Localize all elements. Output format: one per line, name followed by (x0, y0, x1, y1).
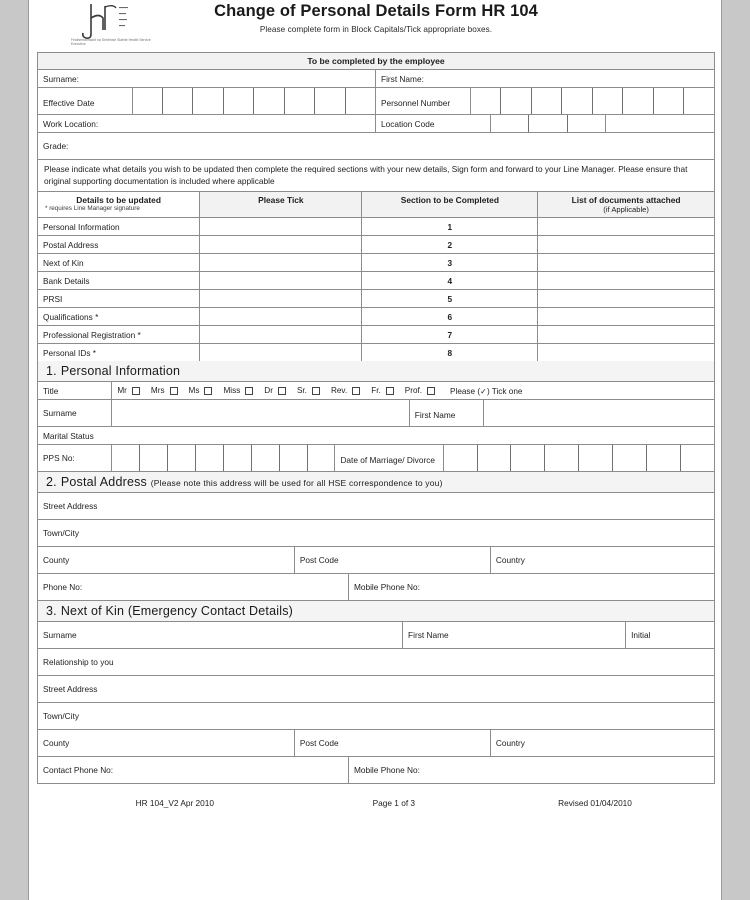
location-code-label-cell (376, 115, 491, 132)
char-box[interactable] (568, 115, 605, 132)
title-option[interactable] (117, 386, 140, 395)
title-option-label: Prof. (404, 386, 423, 396)
title-checkbox[interactable] (386, 387, 394, 395)
s3-town-label: Town/City (43, 711, 79, 722)
checklist-detail-cell: Bank Details (38, 272, 200, 289)
checklist-detail-cell: Professional Registration * (38, 326, 200, 343)
char-box[interactable] (224, 88, 254, 114)
s3-name-row (38, 622, 714, 649)
char-box[interactable] (308, 445, 335, 471)
checklist-documents-cell[interactable] (538, 254, 714, 271)
form-sheet (37, 0, 715, 808)
char-box[interactable] (168, 445, 196, 471)
checklist-row (38, 236, 714, 254)
s3-county-row (38, 730, 714, 757)
checklist-detail-cell: Personal IDs * (38, 344, 200, 361)
document-page (28, 0, 722, 900)
char-box[interactable] (140, 445, 168, 471)
title-option[interactable] (223, 386, 253, 395)
employee-band-header: To be completed by the employee (38, 53, 714, 70)
s1-surname-label: Surname (43, 408, 77, 419)
char-box[interactable] (280, 445, 308, 471)
grade-label: Grade: (43, 141, 69, 151)
title-options-cell (112, 382, 714, 399)
title-option[interactable] (151, 386, 178, 395)
checklist-tick-cell[interactable] (200, 326, 362, 343)
s1-name-row (38, 400, 714, 427)
char-box[interactable] (684, 88, 714, 114)
char-box[interactable] (681, 445, 714, 471)
effective-date-label: Effective Date (43, 98, 95, 108)
checklist-header-detail-label: Details to be updated (76, 195, 161, 206)
checklist-section-cell: 2 (362, 236, 538, 253)
first-name-label: First Name: (381, 73, 424, 84)
char-box[interactable] (501, 88, 532, 114)
effective-date-boxes[interactable] (133, 88, 376, 114)
s2-street-field[interactable] (38, 493, 714, 519)
checklist-documents-cell[interactable] (538, 272, 714, 289)
title-option-label: Mr (117, 386, 127, 396)
checklist-header-documents-label: List of documents attached (571, 195, 681, 206)
marriage-label: Date of Marriage/ Divorce (340, 455, 435, 466)
s2-phone-row (38, 574, 714, 601)
location-code-label: Location Code (381, 118, 435, 129)
char-box[interactable] (196, 445, 224, 471)
title-label: Title (43, 385, 59, 396)
checklist-row (38, 344, 714, 361)
char-box[interactable] (511, 445, 545, 471)
footer-form-ref: HR 104_V2 Apr 2010 (135, 798, 215, 809)
checklist-header-documents (538, 192, 714, 217)
char-box[interactable] (285, 88, 315, 114)
char-box[interactable] (112, 445, 140, 471)
checklist-section-cell: 5 (362, 290, 538, 307)
char-box[interactable] (579, 445, 613, 471)
s1-first-name-label-cell (410, 400, 484, 426)
s3-mobile-label: Mobile Phone No: (353, 765, 420, 776)
checklist-detail-cell: PRSI (38, 290, 200, 307)
checklist-header-tick: Please Tick (200, 192, 362, 217)
checklist-header-section: Section to be Completed (362, 192, 538, 217)
effective-date-label-cell (38, 88, 133, 114)
s3-surname-label: Surname (43, 630, 77, 641)
checklist-documents-cell[interactable] (538, 290, 714, 307)
s2-street-row (38, 493, 714, 520)
grade-row (38, 133, 714, 160)
section-2-heading: Postal Address (60, 475, 148, 490)
s3-town-field[interactable] (38, 703, 714, 729)
location-row (38, 115, 714, 133)
checklist-rows (38, 218, 714, 361)
title-option[interactable] (297, 386, 320, 395)
s2-phone-label: Phone No: (43, 582, 83, 593)
checklist-documents-cell[interactable] (538, 218, 714, 235)
char-box[interactable] (654, 88, 685, 114)
section-1-heading: Personal Information (60, 364, 181, 379)
s3-relationship-label: Relationship to you (43, 657, 114, 668)
title-row (38, 382, 714, 400)
checklist-tick-cell[interactable] (200, 344, 362, 361)
char-box[interactable] (613, 445, 647, 471)
checklist-documents-cell[interactable] (538, 236, 714, 253)
instruction-paragraph: Please indicate what details you wish to be updated then complete the required sections with your new details, Sign form and forward to your Line Manager. Please ensure that original supporting documentation is included where applicable (38, 160, 714, 192)
s2-postcode-field[interactable] (295, 547, 491, 573)
s3-initial-label: Initial (631, 630, 651, 641)
checklist-documents-cell[interactable] (538, 308, 714, 325)
s2-country-field[interactable] (491, 547, 714, 573)
title-checkbox[interactable] (312, 387, 320, 395)
pps-label: PPS No: (43, 453, 75, 464)
grade-field[interactable] (38, 133, 714, 159)
title-checkbox[interactable] (132, 387, 140, 395)
s3-county-label: County (43, 738, 70, 749)
title-option[interactable] (405, 386, 435, 395)
section-3-number: 3. (46, 604, 57, 619)
s3-relationship-row (38, 649, 714, 676)
s2-county-row (38, 547, 714, 574)
personnel-number-boxes[interactable] (471, 88, 714, 114)
checklist-row (38, 272, 714, 290)
work-location-label: Work Location: (43, 118, 99, 129)
s1-surname-label-cell (38, 400, 112, 426)
s3-country-label: Country (495, 738, 525, 749)
title-checkbox[interactable] (170, 387, 178, 395)
personnel-number-label-cell (376, 88, 471, 114)
checklist-row (38, 290, 714, 308)
checklist-header-row (38, 192, 714, 218)
surname-field[interactable] (38, 70, 376, 87)
title-option-label: Rev. (330, 386, 348, 396)
section-2-number: 2. (46, 475, 57, 490)
title-option-label: Dr (264, 386, 273, 396)
s3-first-name-label: First Name (408, 630, 449, 641)
s2-town-label: Town/City (43, 528, 79, 539)
surname-label: Surname: (43, 73, 79, 84)
s3-town-row (38, 703, 714, 730)
title-option-label: Miss (223, 386, 241, 396)
s2-postcode-label: Post Code (299, 555, 339, 566)
form-header (37, 0, 715, 52)
pps-row (38, 445, 714, 472)
form-title: Change of Personal Details Form HR 104 (214, 2, 538, 20)
s2-county-label: County (43, 555, 70, 566)
checklist-section-cell: 8 (362, 344, 538, 361)
s3-phone-label: Contact Phone No: (43, 765, 114, 776)
checklist-tick-cell[interactable] (200, 290, 362, 307)
char-box[interactable] (562, 88, 593, 114)
footer-revised-date: Revised 01/04/2010 (558, 798, 632, 809)
s3-mobile-field[interactable] (349, 757, 714, 783)
title-option-label: Ms (188, 386, 200, 396)
title-block (37, 2, 715, 34)
hse-logo-tagline: Feidhmeannacht na Seirbhíse Sláinte Health Service Executive (71, 38, 151, 46)
page-footer (37, 798, 715, 808)
s3-county-field[interactable] (38, 730, 295, 756)
pps-boxes[interactable] (112, 445, 335, 471)
char-box[interactable] (593, 88, 624, 114)
s1-first-name-input[interactable] (484, 400, 714, 426)
section-3-heading: Next of Kin (Emergency Contact Details) (60, 604, 294, 619)
s3-street-label: Street Address (43, 684, 98, 695)
checklist-row (38, 326, 714, 344)
char-box[interactable] (647, 445, 681, 471)
marriage-boxes[interactable] (444, 445, 714, 471)
s2-mobile-field[interactable] (349, 574, 714, 600)
s2-country-label: Country (495, 555, 525, 566)
s2-phone-field[interactable] (38, 574, 349, 600)
section-2-title (38, 472, 714, 493)
s3-street-row (38, 676, 714, 703)
personnel-number-label: Personnel Number (380, 98, 451, 108)
section-1-number: 1. (46, 364, 57, 379)
marital-status-field[interactable] (38, 427, 714, 444)
checklist-tick-cell[interactable] (200, 272, 362, 289)
checklist-section-cell: 7 (362, 326, 538, 343)
checklist-documents-cell[interactable] (538, 344, 714, 361)
checklist-tick-cell[interactable] (200, 254, 362, 271)
char-box[interactable] (252, 445, 280, 471)
title-checkbox[interactable] (245, 387, 253, 395)
marriage-label-cell (335, 445, 443, 471)
footer-page-number: Page 1 of 3 (372, 798, 416, 809)
s3-first-name-field[interactable] (403, 622, 626, 648)
title-option[interactable] (189, 386, 213, 395)
title-checkbox[interactable] (204, 387, 212, 395)
title-checkbox[interactable] (278, 387, 286, 395)
char-box[interactable] (444, 445, 478, 471)
checklist-tick-cell[interactable] (200, 236, 362, 253)
char-box[interactable] (254, 88, 284, 114)
title-option[interactable] (331, 386, 360, 395)
checklist-section-cell: 1 (362, 218, 538, 235)
checklist-header-detail-note: * requires Line Manager signature (45, 205, 140, 213)
checklist-tick-cell[interactable] (200, 308, 362, 325)
title-option[interactable] (371, 386, 394, 395)
tick-hint: Please (✓) Tick one (450, 386, 523, 396)
checklist-header-detail (38, 192, 200, 217)
char-box[interactable] (532, 88, 563, 114)
char-box[interactable] (315, 88, 345, 114)
checklist-row (38, 308, 714, 326)
char-box[interactable] (224, 445, 252, 471)
checklist-detail-cell: Postal Address (38, 236, 200, 253)
s3-phone-field[interactable] (38, 757, 349, 783)
pps-label-cell (38, 445, 112, 471)
location-code-extra[interactable] (606, 115, 714, 132)
s1-surname-input[interactable] (112, 400, 409, 426)
name-row (38, 70, 714, 88)
s3-postcode-label: Post Code (299, 738, 339, 749)
s3-country-field[interactable] (491, 730, 714, 756)
char-box[interactable] (163, 88, 193, 114)
title-checkbox[interactable] (352, 387, 360, 395)
s2-town-field[interactable] (38, 520, 714, 546)
checklist-detail-cell: Personal Information (38, 218, 200, 235)
char-box[interactable] (471, 88, 502, 114)
checklist-section-cell: 4 (362, 272, 538, 289)
marital-status-row (38, 427, 714, 445)
checklist-detail-cell: Qualifications * (38, 308, 200, 325)
s2-county-field[interactable] (38, 547, 295, 573)
title-option-label: Fr. (371, 386, 381, 396)
s2-mobile-label: Mobile Phone No: (353, 582, 420, 593)
s3-initial-field[interactable] (626, 622, 714, 648)
section-3-title (38, 601, 714, 622)
s1-first-name-label: First Name (414, 410, 456, 421)
char-box[interactable] (478, 445, 512, 471)
title-label-cell (38, 382, 112, 399)
char-box[interactable] (623, 88, 654, 114)
checklist-section-cell: 3 (362, 254, 538, 271)
title-option[interactable] (264, 386, 286, 395)
title-option-label: Mrs (150, 386, 165, 396)
title-checkbox-group (117, 386, 446, 395)
checklist-section-cell: 6 (362, 308, 538, 325)
s3-phone-row (38, 757, 714, 783)
first-name-field[interactable] (376, 70, 714, 87)
section-2-note: (Please note this address will be used for all HSE correspondence to you) (150, 478, 443, 489)
location-code-boxes[interactable] (491, 115, 606, 132)
checklist-row (38, 254, 714, 272)
date-personnel-row (38, 88, 714, 115)
work-location-field[interactable] (38, 115, 376, 132)
s2-town-row (38, 520, 714, 547)
checklist-header-documents-note: (if Applicable) (603, 205, 649, 215)
marital-status-label: Marital Status (43, 430, 94, 441)
checklist-detail-cell: Next of Kin (38, 254, 200, 271)
s2-street-label: Street Address (43, 501, 98, 512)
char-box[interactable] (529, 115, 567, 132)
checklist-row (38, 218, 714, 236)
char-box[interactable] (346, 88, 375, 114)
s3-postcode-field[interactable] (295, 730, 491, 756)
s3-relationship-field[interactable] (38, 649, 714, 675)
title-checkbox[interactable] (427, 387, 435, 395)
checklist-documents-cell[interactable] (538, 326, 714, 343)
form-subtitle: Please complete form in Block Capitals/Tick appropriate boxes. (259, 25, 493, 34)
form-body (37, 52, 715, 784)
char-box[interactable] (491, 115, 529, 132)
checklist-tick-cell[interactable] (200, 218, 362, 235)
title-option-label: Sr. (296, 386, 307, 396)
section-1-title (38, 361, 714, 382)
s3-surname-field[interactable] (38, 622, 403, 648)
char-box[interactable] (133, 88, 163, 114)
char-box[interactable] (545, 445, 579, 471)
char-box[interactable] (193, 88, 223, 114)
s3-street-field[interactable] (38, 676, 714, 702)
